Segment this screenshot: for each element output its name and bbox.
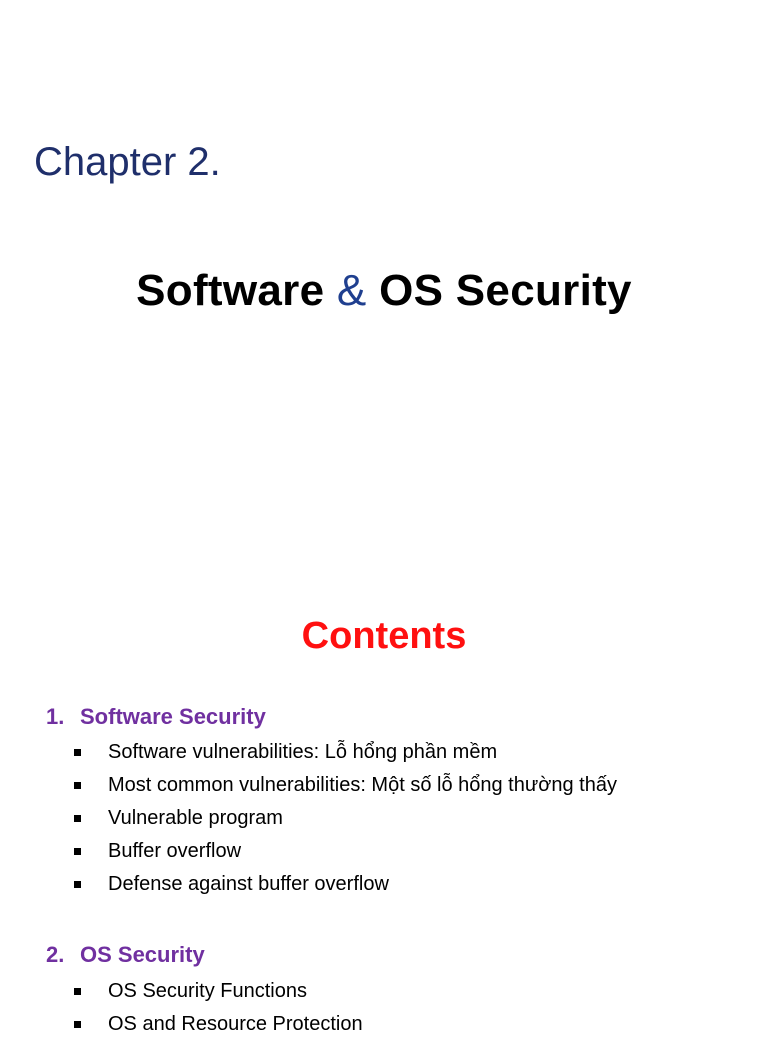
square-bullet-icon <box>74 782 81 789</box>
section-number: 2. <box>46 942 65 967</box>
title-part-os-security: OS Security <box>366 266 632 315</box>
title-part-software: Software <box>136 266 337 315</box>
list-item <box>72 1008 363 1041</box>
list-item <box>72 802 617 835</box>
list-item <box>72 868 617 901</box>
slide-title <box>0 262 768 320</box>
square-bullet-icon <box>74 1021 81 1028</box>
section-1-bullet-list <box>72 736 617 901</box>
list-item-text: Defense against buffer overflow <box>108 873 389 895</box>
section-number: 1. <box>46 704 65 729</box>
section-title: OS Security <box>80 942 205 967</box>
square-bullet-icon <box>74 848 81 855</box>
list-item <box>72 736 617 769</box>
list-item-text: Most common vulnerabilities: Một số lỗ hổng thường thấy <box>108 774 617 796</box>
chapter-label: Chapter 2. <box>34 140 221 184</box>
square-bullet-icon <box>74 988 81 995</box>
contents-heading: Contents <box>301 615 467 657</box>
list-item <box>72 835 617 868</box>
section-heading-os-security <box>46 940 205 970</box>
list-item-text: OS Security Functions <box>108 980 307 1002</box>
square-bullet-icon <box>74 881 81 888</box>
list-item <box>72 975 363 1008</box>
square-bullet-icon <box>74 815 81 822</box>
list-item <box>72 769 617 802</box>
section-2-bullet-list <box>72 975 363 1041</box>
section-heading-software-security <box>46 702 266 732</box>
list-item-text: Buffer overflow <box>108 840 242 862</box>
section-title: Software Security <box>80 704 266 729</box>
title-ampersand: & <box>336 266 367 315</box>
list-item-text: OS and Resource Protection <box>108 1013 363 1035</box>
list-item-text: Software vulnerabilities: Lỗ hổng phần mềm <box>108 741 498 763</box>
list-item-text: Vulnerable program <box>108 807 283 829</box>
square-bullet-icon <box>74 749 81 756</box>
